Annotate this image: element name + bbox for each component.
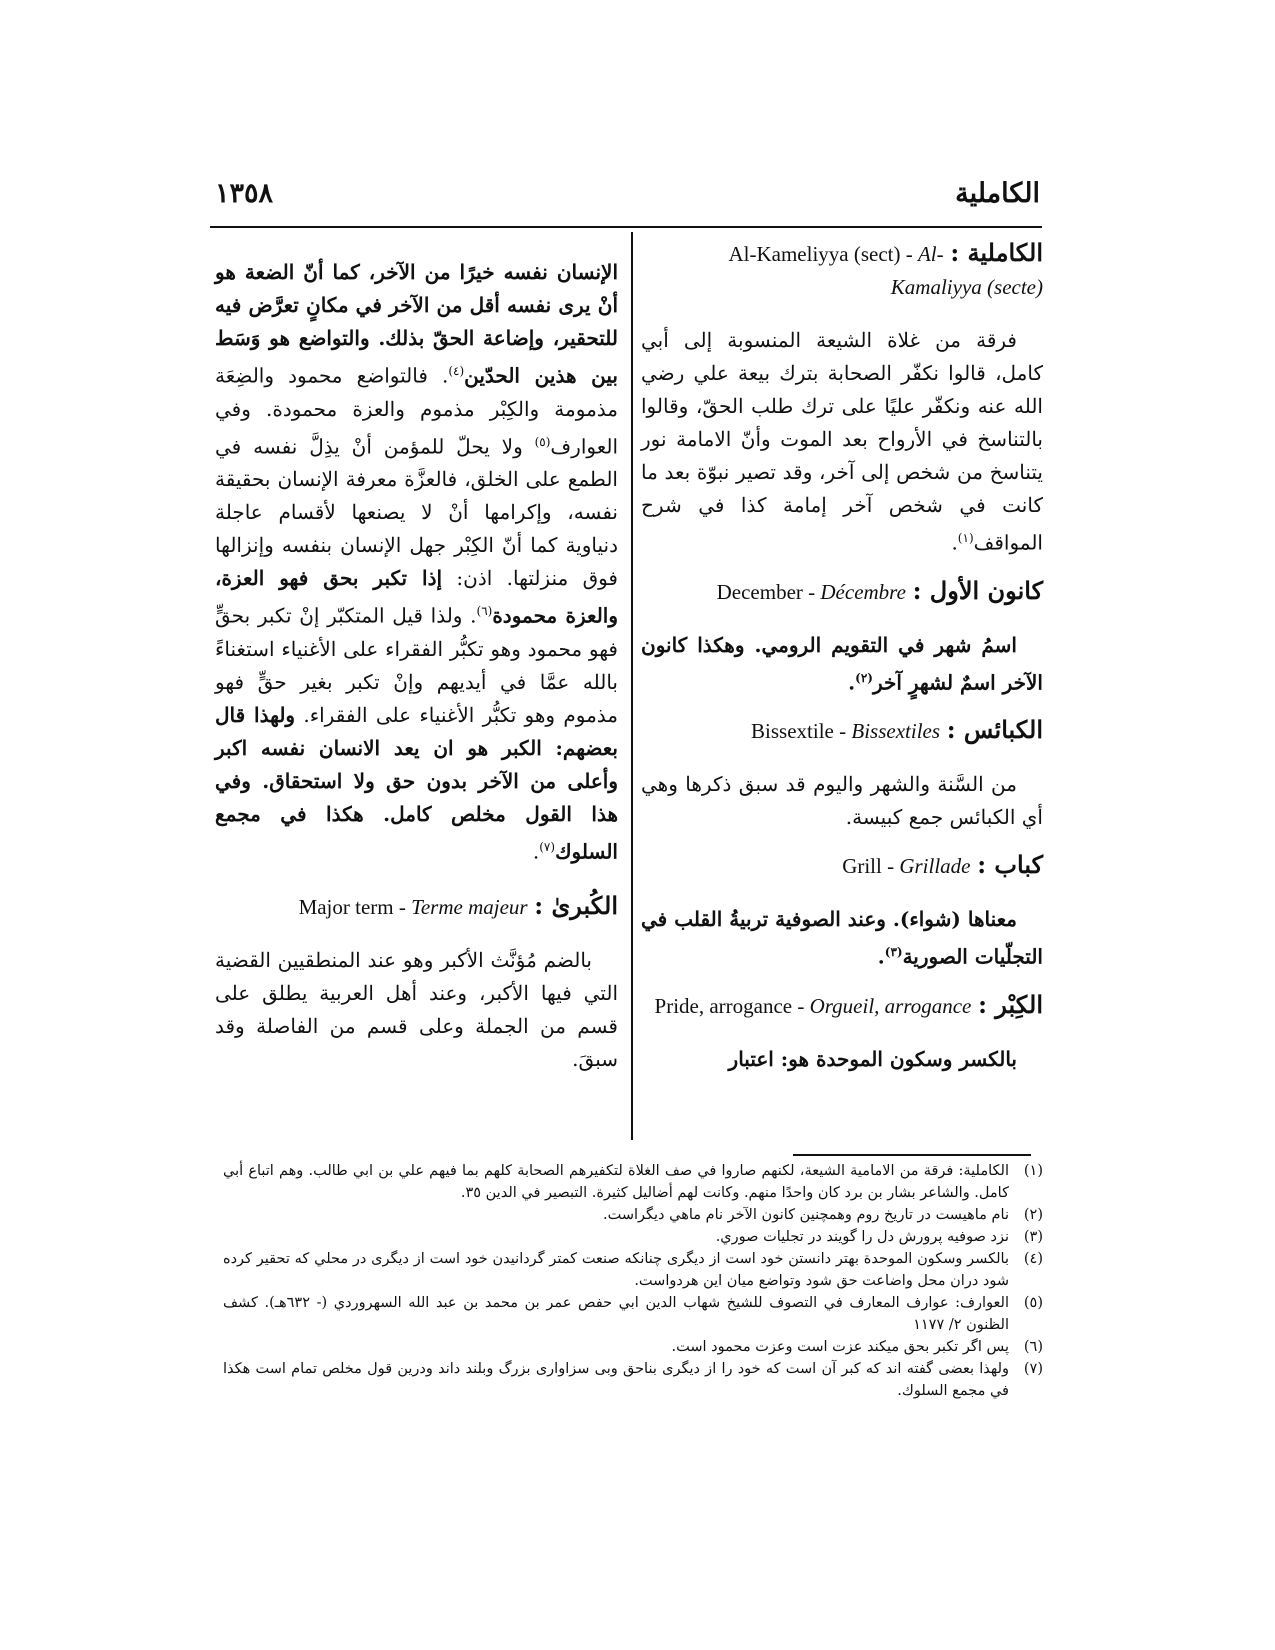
gloss-en: Pride, arrogance - bbox=[654, 993, 810, 1018]
entry-heading bbox=[641, 848, 1043, 883]
footnote-ref[interactable]: (١) bbox=[957, 531, 974, 545]
entry-text: من السَّنة والشهر واليوم قد سبق ذكرها وهي أي الكبائس جمع كبيسة. bbox=[641, 772, 1043, 830]
entry-kubra bbox=[215, 889, 618, 1076]
gloss bbox=[842, 854, 970, 878]
headword: كباب : bbox=[977, 850, 1043, 880]
entry-end: . bbox=[848, 670, 856, 695]
footnote-ref[interactable]: (٧) bbox=[539, 839, 556, 854]
footnote-rule bbox=[793, 1154, 1031, 1156]
gloss-fr: Al-Kamaliyya (secte) bbox=[890, 242, 1043, 299]
entry-body: بالضم مُؤنَّث الأكبر وهو عند المنطقيين القضية التي فيها الأكبر، وعند أهل العربية يطلق على قسم من الجملة وعلى قسم من الفاصلة وقد سبقَ. bbox=[215, 947, 618, 1071]
footnotes bbox=[223, 1160, 1043, 1402]
footnote-ref[interactable]: (٣) bbox=[884, 945, 903, 960]
headword: الكُبرىٰ : bbox=[534, 890, 618, 920]
headword: الكاملية : bbox=[950, 238, 1043, 267]
gloss-en: Bissextile - bbox=[751, 719, 852, 744]
gloss bbox=[751, 719, 940, 743]
right-column bbox=[641, 236, 1043, 1090]
header-rule bbox=[210, 226, 1042, 228]
kibr-continuation bbox=[215, 256, 618, 869]
entry-body bbox=[641, 903, 1043, 974]
entry-heading bbox=[215, 889, 618, 924]
gloss-fr: Grillade bbox=[899, 854, 971, 879]
footnote-text: بالكسر وسكون الموحدة بهتر دانستن خود است از ديگرى چنانكه صنعت كمتر گردانيدن خود است از ديگرى در محلي كه تحقير كرده شود دران محل واضاعت حق شود وتواضع ميان اين هردواست. bbox=[223, 1251, 1009, 1289]
footnote bbox=[223, 1292, 1043, 1336]
footnote-number: (٥) bbox=[1023, 1295, 1043, 1311]
footnote-text: العوارف: عوارف المعارف في التصوف للشيخ شهاب الدين ابي حفص عمر بن محمد بن عبد الله السهروردي (- ٦٣٢هـ). كشف الظنون ٢/ ١١٧٧ bbox=[223, 1295, 1009, 1333]
entry-body bbox=[641, 768, 1043, 834]
entry-heading bbox=[641, 713, 1043, 748]
footnote-text: الكاملية: فرقة من الامامية الشيعة، لكنهم صاروا في صف الغلاة لتكفيرهم الصحابة كلهم بما فيهم علي بن ابي طالب. وهم اتباع أبي كامل. والشاعر بشار بن برد كان واحدًا منهم. وكانت لهم أضاليل كثيرة. التبصير في الدين ٣٥. bbox=[223, 1163, 1009, 1201]
entry-text: معناها (شواء). وعند الصوفية تربيةُ القلب في التجلّيات الصورية bbox=[641, 907, 1043, 969]
entry-end: . bbox=[951, 530, 958, 555]
entry-kabab bbox=[641, 848, 1043, 974]
bold-text: الإنسان نفسه خيرًا من الآخر، كما أنّ الضعة هو أنْ يرى نفسه أقل من الآخر في مكانٍ تعرَّض فيه للتحقير، وإضاعة الحقّ بذلك. والتواضع هو وَسَط بين هذين الحدّين bbox=[215, 260, 618, 388]
footnote-number: (٧) bbox=[1023, 1361, 1043, 1377]
headword: كانون الأول : bbox=[912, 575, 1043, 605]
entry-body bbox=[641, 324, 1043, 560]
entry-body bbox=[641, 629, 1043, 700]
entry-heading bbox=[641, 574, 1043, 609]
left-column bbox=[215, 236, 618, 1090]
gloss-en: Al-Kameliyya (sect) - bbox=[728, 242, 918, 266]
footnote bbox=[223, 1160, 1043, 1204]
footnote-ref[interactable]: (٦) bbox=[476, 604, 493, 619]
column-divider bbox=[631, 232, 633, 1140]
footnote-number: (٦) bbox=[1023, 1339, 1043, 1355]
footnote-ref[interactable]: (٢) bbox=[855, 670, 873, 685]
entry-end: . bbox=[877, 944, 885, 969]
body-text: . فالتواضع محمود والضِعَة مذمومة والكِبْر مذموم والعزة محمودة. وفي العوارف bbox=[215, 363, 618, 459]
footnote bbox=[223, 1204, 1043, 1226]
footnote-ref[interactable]: (٤) bbox=[448, 364, 465, 378]
footnote-text: ولهذا بعضى گفته اند كه كبر آن است كه خود را از ديگرى بناحق وبى سزاوارى بزرگ وبلند داند ودرين قول مخلص تمام است هكذا في مجمع السلوك. bbox=[223, 1361, 1009, 1399]
entry-text: بالكسر وسكون الموحدة هو: اعتبار bbox=[728, 1046, 1017, 1071]
entry-kamiliyya bbox=[641, 236, 1043, 560]
gloss-fr: Bissextiles bbox=[851, 719, 941, 744]
footnote-number: (١) bbox=[1023, 1163, 1043, 1179]
entry-heading bbox=[641, 236, 1043, 304]
footnote bbox=[223, 1358, 1043, 1402]
footnote-ref[interactable]: (٥) bbox=[534, 434, 551, 449]
gloss-en: Major term - bbox=[298, 894, 412, 919]
entry-kanun-awwal bbox=[641, 574, 1043, 700]
footnote bbox=[223, 1248, 1043, 1292]
bold-text: إذا تكبر بحق فهو العزة، والعزة محمودة bbox=[215, 566, 618, 628]
gloss-fr: Terme majeur bbox=[411, 894, 528, 919]
gloss bbox=[655, 994, 972, 1018]
footnote-number: (٢) bbox=[1023, 1207, 1043, 1223]
entry-body bbox=[641, 1043, 1043, 1076]
gloss-en: Grill - bbox=[842, 854, 900, 879]
entry-kabais bbox=[641, 713, 1043, 834]
page-number: ١٣٥٨ bbox=[215, 178, 274, 209]
gloss bbox=[717, 580, 906, 604]
gloss-fr: Décembre bbox=[820, 579, 906, 604]
running-header-title: الكاملية bbox=[955, 178, 1040, 209]
entry-text: اسمُ شهر في التقويم الرومي. وهكذا كانون الآخر اسمٌ لشهرٍ آخر bbox=[641, 632, 1043, 695]
entry-heading bbox=[641, 988, 1043, 1023]
gloss-en: December - bbox=[716, 579, 821, 604]
gloss bbox=[299, 895, 528, 919]
headword: الكبائس : bbox=[946, 715, 1043, 745]
bold-text: ولهذا قال بعضهم: الكبر هو ان يعد الانسان نفسه اكبر وأعلى من الآخر بدون حق ولا استحقاق. وفي هذا القول مخلص كامل. هكذا في مجمع السلوك bbox=[215, 702, 618, 864]
footnote-number: (٣) bbox=[1023, 1229, 1043, 1245]
entry-kibr bbox=[641, 988, 1043, 1076]
footnote-text: نام ماهيست در تاريخ روم وهمچنين كانون الآخر نام ماهي ديگراست. bbox=[602, 1207, 1009, 1223]
footnote-number: (٤) bbox=[1023, 1251, 1043, 1267]
body-text: . bbox=[532, 839, 540, 864]
gloss-fr: Orgueil, arrogance bbox=[809, 993, 972, 1018]
footnote bbox=[223, 1336, 1043, 1358]
footnote-text: نزد صوفيه پرورش دل را گويند در تجليات صوري. bbox=[715, 1229, 1009, 1245]
headword: الكِبْر : bbox=[978, 989, 1043, 1019]
body-text: . ولذا قيل المتكبّر إنْ تكبر بحقٍّ فهو محمود وهو تكبُّر الفقراء على الأغنياء استغناءً بالله عمَّا في أيديهم وإنْ تكبر بغير حقٍّ فهو مذموم وهو تكبُّر الأغنياء على الفقراء. bbox=[215, 603, 618, 727]
footnote bbox=[223, 1226, 1043, 1248]
footnote-text: پس اگر تكبر بحق ميكند عزت است وعزت محمود است. bbox=[671, 1339, 1009, 1355]
body-text: ولا يحلّ للمؤمن أنْ يذِلَّ نفسه في الطمع على الخلق، فالعزَّة معرفة الإنسان بحقيقة نفسه، وإكرامها أنْ لا يصنعها لأقسام عاجلة دنياوية كما أنّ الكِبْر جهل الإنسان بنفسه وإنزالها فوق منزلتها. اذن: bbox=[215, 434, 618, 591]
entry-text: فرقة من غلاة الشيعة المنسوبة إلى أبي كامل، قالوا نكفّر الصحابة بترك بيعة علي رضي الله عنه ونكفّر عليًا على ترك طلب الحقّ، وقالوا بالتناسخ في الأرواح بعد الموت وأنّ الامامة نور يتناسخ من شخص إلى آخر، وقد تصير نبوّة بعد ما كانت في شخص آخر إمامة كذا في شرح المواقف bbox=[641, 328, 1043, 555]
